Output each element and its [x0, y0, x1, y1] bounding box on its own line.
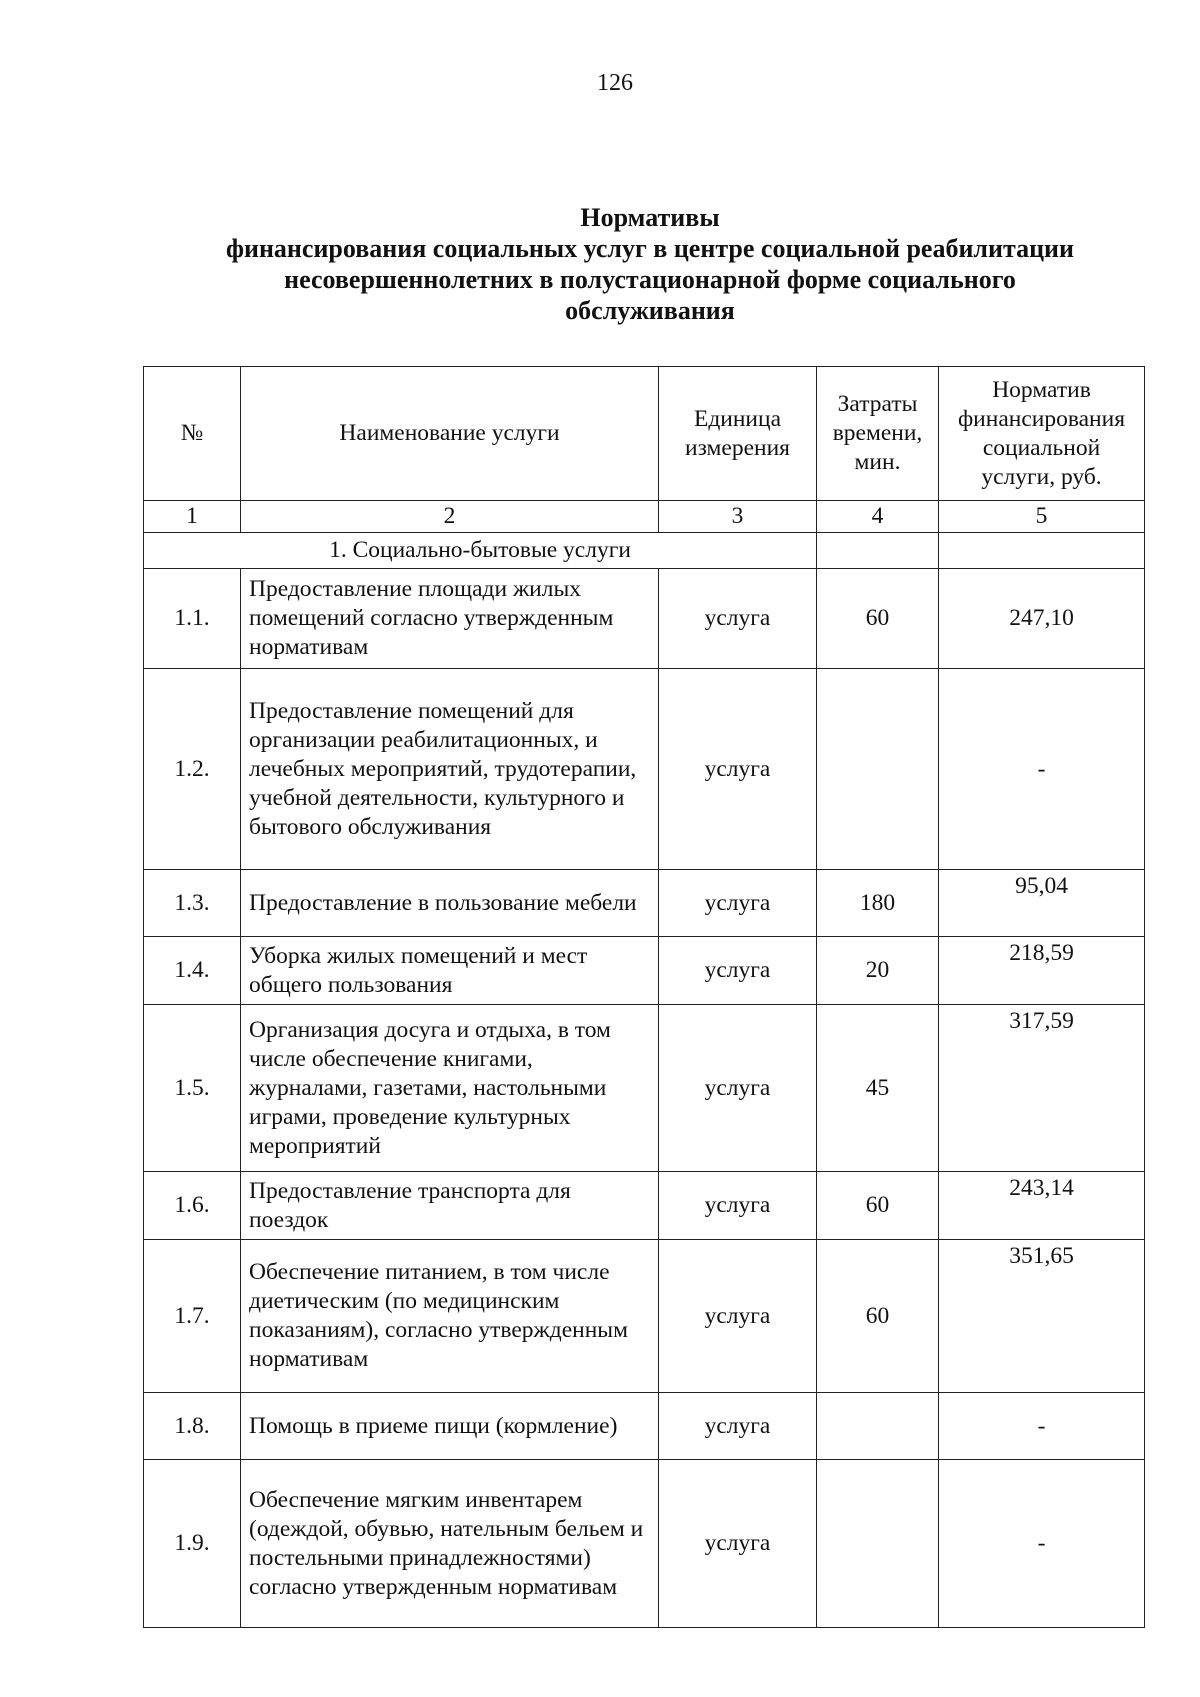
row-unit: услуга	[659, 569, 817, 669]
table-header-row	[144, 367, 1145, 501]
section-row	[144, 533, 1145, 569]
row-norm: 95,04	[939, 870, 1145, 937]
row-unit: услуга	[659, 870, 817, 937]
row-time: 60	[817, 1172, 939, 1240]
header-number: №	[144, 367, 241, 501]
row-service-name: Уборка жилых помещений и мест общего пользования	[241, 937, 659, 1005]
header-unit: Единица измерения	[659, 367, 817, 501]
row-time	[817, 669, 939, 870]
title-line-2: финансирования социальных услуг в центре социальной реабилитации	[225, 234, 1075, 263]
header-norm: Норматив финансирования социальной услуги, руб.	[939, 367, 1145, 501]
row-number: 1.7.	[144, 1240, 241, 1393]
title-line-4: обслуживания	[565, 296, 735, 325]
row-service-name: Организация досуга и отдыха, в том числе обеспечение книгами, журналами, газетами, настольными играми, проведение культурных мероприятий	[241, 1005, 659, 1172]
row-norm: -	[939, 1460, 1145, 1628]
title-line-3: несовершеннолетних в полустационарной форме социального	[284, 265, 1016, 294]
table-row	[144, 569, 1145, 669]
row-number: 1.5.	[144, 1005, 241, 1172]
table-row	[144, 1005, 1145, 1172]
row-unit: услуга	[659, 937, 817, 1005]
row-norm: 243,14	[939, 1172, 1145, 1240]
row-service-name: Обеспечение питанием, в том числе диетическим (по медицинским показаниям), согласно утвержденным нормативам	[241, 1240, 659, 1393]
row-number: 1.9.	[144, 1460, 241, 1628]
row-unit: услуга	[659, 669, 817, 870]
row-norm: -	[939, 669, 1145, 870]
row-time: 60	[817, 569, 939, 669]
row-time	[817, 1393, 939, 1460]
row-norm: 351,65	[939, 1240, 1145, 1393]
table-row	[144, 1393, 1145, 1460]
column-number: 2	[241, 501, 659, 533]
section-title: 1. Социально-бытовые услуги	[144, 533, 817, 569]
row-number: 1.2.	[144, 669, 241, 870]
table-row	[144, 1460, 1145, 1628]
row-number: 1.6.	[144, 1172, 241, 1240]
row-service-name: Обеспечение мягким инвентарем (одеждой, обувью, нательным бельем и постельными принадлежностями) согласно утвержденным нормативам	[241, 1460, 659, 1628]
table-row	[144, 1240, 1145, 1393]
title-line-1: Нормативы	[580, 203, 720, 232]
norms-table	[143, 366, 1145, 1628]
table-row	[144, 669, 1145, 870]
row-unit: услуга	[659, 1460, 817, 1628]
row-norm: 218,59	[939, 937, 1145, 1005]
document-title	[150, 202, 1150, 326]
row-number: 1.8.	[144, 1393, 241, 1460]
column-number: 3	[659, 501, 817, 533]
row-number: 1.4.	[144, 937, 241, 1005]
row-number: 1.3.	[144, 870, 241, 937]
column-numbers-row	[144, 501, 1145, 533]
row-unit: услуга	[659, 1240, 817, 1393]
row-time: 20	[817, 937, 939, 1005]
row-service-name: Предоставление в пользование мебели	[241, 870, 659, 937]
row-unit: услуга	[659, 1393, 817, 1460]
row-time: 60	[817, 1240, 939, 1393]
row-number: 1.1.	[144, 569, 241, 669]
section-empty-cell	[817, 533, 939, 569]
section-empty-cell	[939, 533, 1145, 569]
column-number: 1	[144, 501, 241, 533]
page-number: 126	[597, 70, 633, 96]
row-service-name: Предоставление транспорта для поездок	[241, 1172, 659, 1240]
table-row	[144, 1172, 1145, 1240]
header-service-name: Наименование услуги	[241, 367, 659, 501]
header-time: Затраты времени, мин.	[817, 367, 939, 501]
row-unit: услуга	[659, 1172, 817, 1240]
row-unit: услуга	[659, 1005, 817, 1172]
row-service-name: Предоставление помещений для организации реабилитационных, и лечебных мероприятий, трудотерапии, учебной деятельности, культурного и бытового обслуживания	[241, 669, 659, 870]
row-norm: -	[939, 1393, 1145, 1460]
column-number: 5	[939, 501, 1145, 533]
row-norm: 247,10	[939, 569, 1145, 669]
row-time: 45	[817, 1005, 939, 1172]
row-time	[817, 1460, 939, 1628]
row-time: 180	[817, 870, 939, 937]
column-number: 4	[817, 501, 939, 533]
row-norm: 317,59	[939, 1005, 1145, 1172]
table-row	[144, 937, 1145, 1005]
row-service-name: Предоставление площади жилых помещений согласно утвержденным нормативам	[241, 569, 659, 669]
table-row	[144, 870, 1145, 937]
row-service-name: Помощь в приеме пищи (кормление)	[241, 1393, 659, 1460]
